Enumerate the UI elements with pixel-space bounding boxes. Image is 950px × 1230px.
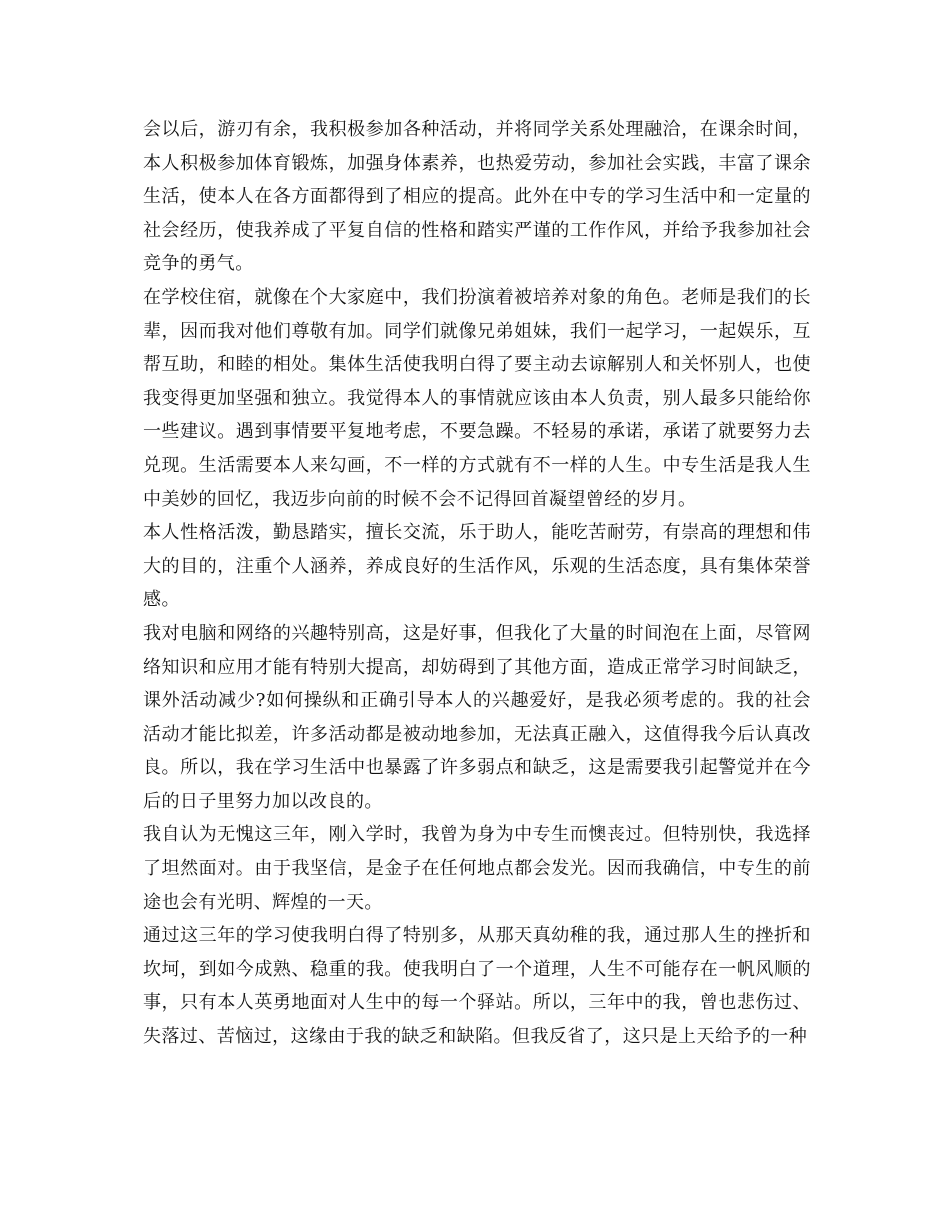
paragraph-6: 通过这三年的学习使我明白得了特别多，从那天真幼稚的我，通过那人生的挫折和坎坷，到如今成熟、稳重的我。使我明白了一个道理，人生不可能存在一帆风顺的事，只有本人英勇地面对人生中的每一个驿站。所以，三年中的我，曾也悲伤过、失落过、苦恼过，这缘由于我的缺乏和缺陷。但我反省了，这只是上天给予的一种 — [143, 925, 811, 1048]
paragraph-2: 在学校住宿，就像在个大家庭中，我们扮演着被培养对象的角色。老师是我们的长辈，因而我对他们尊敬有加。同学们就像兄弟姐妹，我们一起学习，一起娱乐，互帮互助，和睦的相处。集体生活使我明白得了要主动去谅解别人和关怀别人，也使我变得更加坚强和独立。我觉得本人的事情就应该由本人负责，别人最多只能给你一些建议。遇到事情要平复地考虑，不要急躁。不轻易的承诺，承诺了就要努力去兑现。生活需要本人来勾画，不一样的方式就有不一样的人生。中专生活是我人生中美妙的回忆，我迈步向前的时候不会不记得回首凝望曾经的岁月。 — [143, 286, 811, 510]
paragraph-4: 我对电脑和网络的兴趣特别高，这是好事，但我化了大量的时间泡在上面，尽管网络知识和应用才能有特别大提高，却妨碍到了其他方面，造成正常学习时间缺乏，课外活动减少?如何操纵和正确引导本人的兴趣爱好，是我必须考虑的。我的社会活动才能比拟差，许多活动都是被动地参加，无法真正融入，这值得我今后认真改良。所以，我在学习生活中也暴露了许多弱点和缺乏，这是需要我引起警觉并在今后的日子里努力加以改良的。 — [143, 622, 811, 812]
paragraph-1: 会以后，游刃有余，我积极参加各种活动，并将同学关系处理融洽，在课余时间，本人积极参加体育锻炼，加强身体素养，也热爱劳动，参加社会实践，丰富了课余生活，使本人在各方面都得到了相应的提高。此外在中专的学习生活中和一定量的社会经历，使我养成了平复自信的性格和踏实严谨的工作作风，并给予我参加社会竞争的勇气。 — [143, 119, 811, 275]
paragraph-3: 本人性格活泼，勤恳踏实，擅长交流，乐于助人，能吃苦耐劳，有崇高的理想和伟大的目的，注重个人涵养，养成良好的生活作风，乐观的生活态度，具有集体荣誉感。 — [143, 522, 811, 611]
paragraph-5: 我自认为无愧这三年，刚入学时，我曾为身为中专生而懊丧过。但特别快，我选择了坦然面对。由于我坚信，是金子在任何地点都会发光。因而我确信，中专生的前途也会有光明、辉煌的一天。 — [143, 824, 811, 913]
document-body — [143, 113, 811, 1054]
